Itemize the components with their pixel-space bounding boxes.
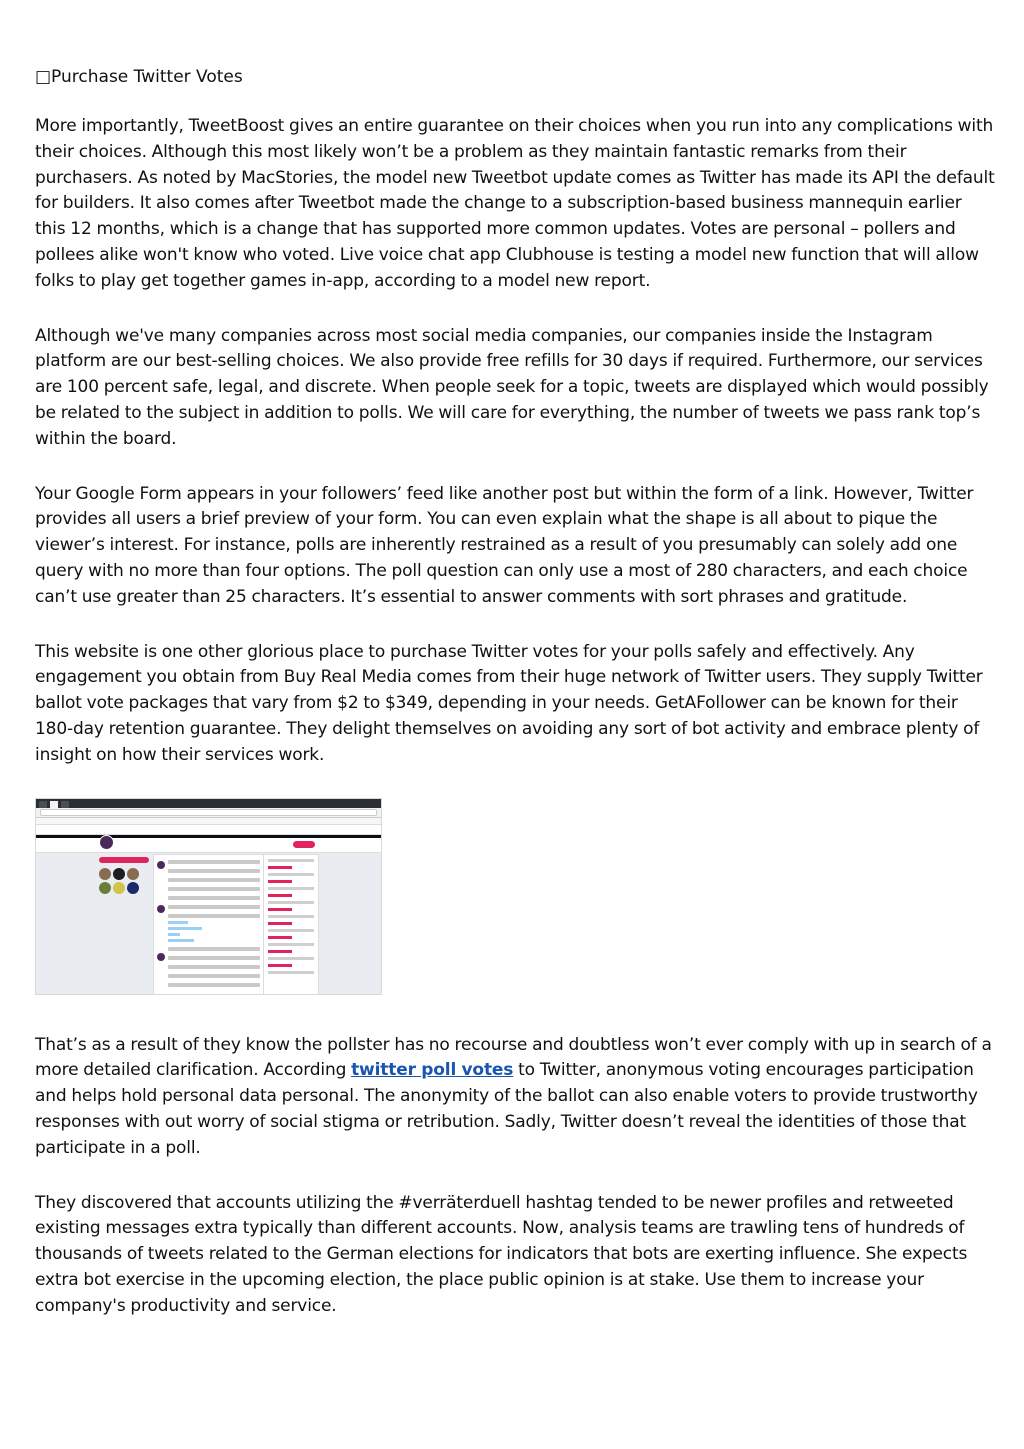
tweet-avatar — [157, 861, 165, 869]
profile-avatar — [99, 835, 114, 850]
browser-tabbar — [36, 799, 381, 808]
browser-tab — [50, 801, 58, 808]
paragraph-2: Although we've many companies across most social media companies, our companies inside the Instagram platform are our best-selling choices. We also provide free refills for 30 days if required. Furthermore, our services are 100 percent safe, legal, and discrete. When people seek for a topic, tweets are displayed which would possibly be related to the subject in addition to polls. We will care for everything, the number of tweets we pass rank top’s within the board. — [35, 325, 989, 449]
url-field — [40, 809, 377, 816]
paragraph-3: Your Google Form appears in your followers’ feed like another post but within the form of a link. However, Twitter provides all users a brief preview of your form. You can even explain what the shape is all about to pique the viewer’s interest. For instance, polls are inherently restrained as a result of you presumably can solely add one query with no more than four options. The poll question can only use a most of 280 characters, and each choice can’t use greater than 25 characters. It’s essential to answer comments with sort phrases and gratitude. — [35, 483, 974, 607]
paragraph-4: This website is one other glorious place to purchase Twitter votes for your polls safely and effectively. Any engagement you obtain from Buy Real Media comes from their huge network of Twitter users. They supply Twitter ballot vote packages that vary from $2 to $349, depending in your needs. GetAFollower can be known for their 180-day retention guarantee. They delight themselves on avoiding any sort of bot activity and embrace plenty of insight on how their services work. — [35, 641, 983, 765]
bookmarks-bar — [36, 818, 381, 825]
twitter-screenshot-image — [35, 798, 382, 995]
paragraph-5-end: to Twitter, anonymous voting encourages participation and helps hold personal data personal. The anonymity of the ballot can also enable voters to provide trustworthy responses with out worry of social stigma or retribution. Sadly, Twitter doesn’t reveal the identities of those that participate in a poll. — [35, 1060, 978, 1158]
page-title: □Purchase Twitter Votes — [35, 67, 243, 87]
paragraph-1: More importantly, TweetBoost gives an entire guarantee on their choices when you run into any complications with their choices. Although this most likely won’t be a problem as they maintain fantastic remarks from their purchasers. As noted by MacStories, the model new Tweetbot update comes as Twitter has made its API the default for builders. It also comes after Tweetbot made the change to a subscription-based business mannequin earlier this 12 months, which is a change that has supported more common updates. Votes are personal – pollers and pollees alike won't know who voted. Live voice chat app Clubhouse is testing a model new function that will allow folks to play get together games in-app, according to a model new report. — [35, 116, 995, 291]
follow-button-mini — [293, 841, 315, 848]
who-to-follow-panel — [263, 854, 319, 995]
paragraph-5 — [35, 1033, 995, 1162]
browser-tab — [61, 801, 69, 808]
twitter-poll-votes-link[interactable]: twitter poll votes — [351, 1060, 514, 1081]
browser-tab — [39, 801, 47, 808]
tweet-feed — [153, 854, 265, 995]
paragraph-5-start: That’s as a result of they know the pollster has no recourse and doubtless won’t ever comply with up in search of a more detailed clarification. According — [35, 1034, 992, 1081]
profile-sidebar — [99, 854, 149, 894]
tweet-avatar — [157, 905, 165, 913]
tweet-avatar — [157, 953, 165, 961]
profile-stats-row — [36, 838, 381, 853]
document-body — [35, 60, 995, 1349]
paragraph-6: They discovered that accounts utilizing the #verräterduell hashtag tended to be newer profiles and retweeted existing messages extra typically than different accounts. Now, analysis teams are trawling tens of hundreds of thousands of tweets related to the German elections for indicators that bots are exerting influence. She expects extra bot exercise in the upcoming election, the place public opinion is at stake. Use them to increase your company's productivity and service. — [35, 1192, 968, 1316]
twitter-nav — [36, 825, 381, 835]
browser-url-bar — [36, 808, 381, 818]
media-grid — [99, 868, 149, 894]
pink-pill — [99, 857, 149, 863]
